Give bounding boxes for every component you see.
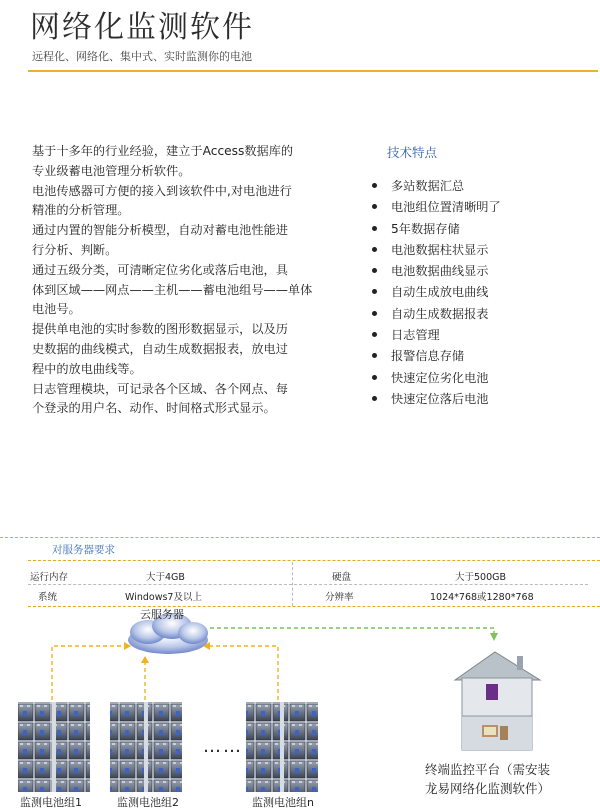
resolution-label: 分辨率 bbox=[325, 592, 354, 603]
battery-group-n-icon bbox=[246, 702, 318, 792]
group-2-label: 监测电池组2 bbox=[117, 796, 179, 809]
intro-line: 专业级蓄电池管理分析软件。 bbox=[32, 163, 191, 178]
intro-line: 行分析、判断。 bbox=[32, 242, 118, 257]
cloud-server-label: 云服务器 bbox=[140, 608, 184, 621]
downlink-arrow bbox=[210, 628, 498, 641]
os-label: 系统 bbox=[38, 592, 58, 603]
group-1-label: 监测电池组1 bbox=[20, 796, 82, 809]
arrow-head-icon bbox=[141, 656, 149, 663]
intro-line: 体到区域——网点——主机——蓄电池组号——单体 bbox=[32, 282, 313, 297]
terminal-label-line: 龙易网络化监测软件） bbox=[425, 781, 551, 796]
intro-line: 日志管理模块，可记录各个区域、各个网点、每 bbox=[32, 381, 288, 396]
requirements-title: 对服务器要求 bbox=[52, 544, 115, 556]
intro-line: 提供单电池的实时参数的图形数据显示，以及历 bbox=[32, 322, 288, 337]
ram-value: 大于4GB bbox=[146, 572, 185, 583]
battery-group-2-icon bbox=[110, 702, 182, 792]
features-title: 技术特点 bbox=[387, 145, 438, 160]
intro-line: 个登录的用户名、动作、时间格式形式显示。 bbox=[32, 401, 276, 416]
page-subtitle: 远程化、网络化、集中式、实时监测你的电池 bbox=[32, 50, 252, 63]
feature-label: 5年数据存储 bbox=[391, 221, 460, 236]
terminal-house-icon bbox=[455, 652, 540, 750]
battery-group-1-icon bbox=[18, 702, 90, 792]
intro-line: 电池传感器可方便的接入到该软件中,对电池进行 bbox=[32, 183, 292, 198]
disk-value: 大于500GB bbox=[455, 572, 507, 583]
os-value: Windows7及以上 bbox=[125, 592, 202, 603]
ellipsis: …… bbox=[203, 736, 243, 757]
feature-label: 报警信息存储 bbox=[391, 349, 465, 364]
intro-line: 通过五级分类，可清晰定位劣化或落后电池，具 bbox=[32, 262, 288, 277]
feature-label: 多站数据汇总 bbox=[391, 179, 465, 193]
resolution-value: 1024*768或1280*768 bbox=[430, 592, 534, 603]
intro-line: 精准的分析管理。 bbox=[32, 203, 130, 218]
page-title: 网络化监测软件 bbox=[30, 10, 254, 45]
terminal-label-line: 终端监控平台（需安装 bbox=[425, 762, 551, 777]
intro-line: 通过内置的智能分析模型，自动对蓄电池性能进 bbox=[32, 223, 288, 238]
feature-label: 自动生成数据报表 bbox=[391, 306, 489, 321]
feature-label: 日志管理 bbox=[391, 328, 440, 343]
feature-label: 自动生成放电曲线 bbox=[391, 285, 489, 300]
terminal-label bbox=[425, 760, 550, 798]
uplink-arrows bbox=[52, 646, 278, 700]
intro-line: 史数据的曲线模式，自动生成数据报表，放电过 bbox=[32, 341, 288, 356]
ram-label: 运行内存 bbox=[30, 572, 69, 583]
feature-label: 电池组位置清晰明了 bbox=[391, 200, 501, 215]
feature-label: 快速定位落后电池 bbox=[391, 391, 489, 406]
intro-line: 程中的放电曲线等。 bbox=[32, 361, 142, 376]
feature-label: 快速定位劣化电池 bbox=[391, 370, 489, 385]
feature-label: 电池数据柱状显示 bbox=[391, 242, 489, 257]
intro-line: 基于十多年的行业经验，建立于Access数据库的 bbox=[32, 144, 294, 158]
group-n-label: 监测电池组n bbox=[252, 796, 314, 809]
intro-line: 电池号。 bbox=[32, 302, 81, 317]
feature-label: 电池数据曲线显示 bbox=[391, 264, 489, 279]
disk-label: 硬盘 bbox=[332, 572, 352, 583]
